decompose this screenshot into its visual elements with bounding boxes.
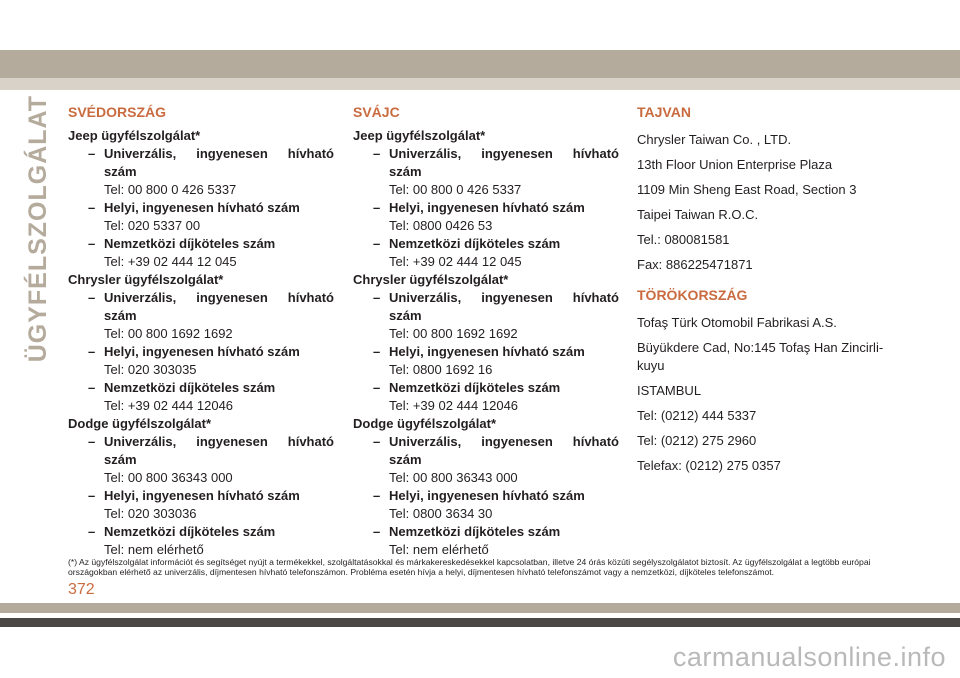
phone-number: Tel: +39 02 444 12046 <box>104 398 234 413</box>
heading-turkey: TÖRÖKORSZÁG <box>637 287 748 303</box>
list-item: – Univerzális, ingyenesen hívható szám <box>88 290 334 323</box>
phone-number: Tel: 020 303035 <box>104 362 197 377</box>
side-tab-label: ÜGYFÉLSZOLGÁLAT <box>23 95 52 363</box>
list-item: – Helyi, ingyenesen hívható szám <box>373 200 585 215</box>
heading-taiwan: TAJVAN <box>637 104 691 120</box>
address-line: Büyükdere Cad, No:145 Tofaş Han Zincirli-kuyu <box>637 340 884 373</box>
list-item: – Univerzális, ingyenesen hívható szám <box>373 434 619 467</box>
list-item: – Nemzetközi díjköteles szám <box>88 524 276 539</box>
list-item: – Nemzetközi díjköteles szám <box>373 524 561 539</box>
phone-number: Tel: 0800 3634 30 <box>389 506 493 521</box>
header-band <box>0 50 960 78</box>
phone-number: Tel: 020 303036 <box>104 506 197 521</box>
phone-number: Tel: +39 02 444 12 045 <box>104 254 237 269</box>
phone-number: Tel: 020 5337 00 <box>104 218 201 233</box>
phone-number: Tel: 00 800 36343 000 <box>389 470 518 485</box>
header-band-light <box>0 78 960 90</box>
top-margin <box>0 0 960 50</box>
column-taiwan-turkey <box>637 103 907 482</box>
list-item: – Helyi, ingyenesen hívható szám <box>373 488 585 503</box>
list-item: – Nemzetközi díjköteles szám <box>88 380 276 395</box>
phone-number: Tel: 00 800 1692 1692 <box>104 326 233 341</box>
list-item: – Univerzális, ingyenesen hívható szám <box>373 290 619 323</box>
brand-label: Dodge ügyfélszolgálat* <box>68 416 212 431</box>
list-item: – Univerzális, ingyenesen hívható szám <box>88 146 334 179</box>
phone-number: Tel: nem elérhető <box>104 542 204 557</box>
brand-label: Chrysler ügyfélszolgálat* <box>353 272 509 287</box>
list-item: – Nemzetközi díjköteles szám <box>373 380 561 395</box>
group-jeep <box>353 127 619 271</box>
phone-number: Tel: +39 02 444 12 045 <box>389 254 522 269</box>
fax-line: Fax: 886225471871 <box>637 257 753 272</box>
address-line: Tofaş Türk Otomobil Fabrikasi A.S. <box>637 315 837 330</box>
phone-number: Tel: 00 800 36343 000 <box>104 470 233 485</box>
fax-line: Telefax: (0212) 275 0357 <box>637 458 781 473</box>
group-chrysler <box>68 271 334 415</box>
address-line: 13th Floor Union Enterprise Plaza <box>637 157 833 172</box>
list-item: – Helyi, ingyenesen hívható szám <box>88 488 300 503</box>
group-dodge <box>68 415 334 559</box>
brand-label: Chrysler ügyfélszolgálat* <box>68 272 224 287</box>
address-line: Chrysler Taiwan Co. , LTD. <box>637 132 792 147</box>
watermark: carmanualsonline.info <box>672 642 946 672</box>
brand-label: Dodge ügyfélszolgálat* <box>353 416 497 431</box>
brand-label: Jeep ügyfélszolgálat* <box>353 128 486 143</box>
phone-number: Tel: 00 800 1692 1692 <box>389 326 518 341</box>
group-jeep <box>68 127 334 271</box>
list-item: – Univerzális, ingyenesen hívható szám <box>373 146 619 179</box>
address-line: 1109 Min Sheng East Road, Section 3 <box>637 182 857 197</box>
group-chrysler <box>353 271 619 415</box>
phone-number: Tel: +39 02 444 12046 <box>389 398 519 413</box>
page-number: 372 <box>68 581 95 598</box>
phone-number: Tel: nem elérhető <box>389 542 489 557</box>
group-dodge <box>353 415 619 559</box>
list-item: – Univerzális, ingyenesen hívható szám <box>88 434 334 467</box>
list-item: – Helyi, ingyenesen hívható szám <box>373 344 585 359</box>
brand-label: Jeep ügyfélszolgálat* <box>68 128 201 143</box>
list-item: – Nemzetközi díjköteles szám <box>88 236 276 251</box>
phone-line: Tel.: 080081581 <box>637 232 730 247</box>
address-line: ISTAMBUL <box>637 383 702 398</box>
address-line: Taipei Taiwan R.O.C. <box>637 207 759 222</box>
list-item: – Nemzetközi díjköteles szám <box>373 236 561 251</box>
footer-band <box>0 603 960 613</box>
heading-switzerland: SVÁJC <box>353 104 400 120</box>
heading-sweden: SVÉDORSZÁG <box>68 104 167 120</box>
footer-line <box>0 618 960 627</box>
list-item: – Helyi, ingyenesen hívható szám <box>88 200 300 215</box>
column-switzerland <box>353 103 619 559</box>
section-side-tab <box>20 95 56 363</box>
phone-number: Tel: 0800 1692 16 <box>389 362 493 377</box>
phone-number: Tel: 00 800 0 426 5337 <box>389 182 522 197</box>
phone-number: Tel: 0800 0426 53 <box>389 218 493 233</box>
list-item: – Helyi, ingyenesen hívható szám <box>88 344 300 359</box>
column-sweden <box>68 103 334 559</box>
footnote: (*) Az ügyfélszolgálat információt és segítséget nyújt a termékekkel, szolgáltatásokkal és márkakereskedésekkel kapcsolatban, illetve 24 órás közúti segélyszolgálatot biztosít. Az ügyfélszolgálat a legtöbb európai országokban elérhető az univerzális, díjmentesen hívható telefonszámon. Probléma esetén hívja a helyi, díjmentesen hívható telefonszámot vagy a nemzetközi, díjköteles telefonszámot. <box>68 557 871 577</box>
phone-number: Tel: 00 800 0 426 5337 <box>104 182 237 197</box>
phone-line: Tel: (0212) 444 5337 <box>637 408 757 423</box>
phone-line: Tel: (0212) 275 2960 <box>637 433 757 448</box>
